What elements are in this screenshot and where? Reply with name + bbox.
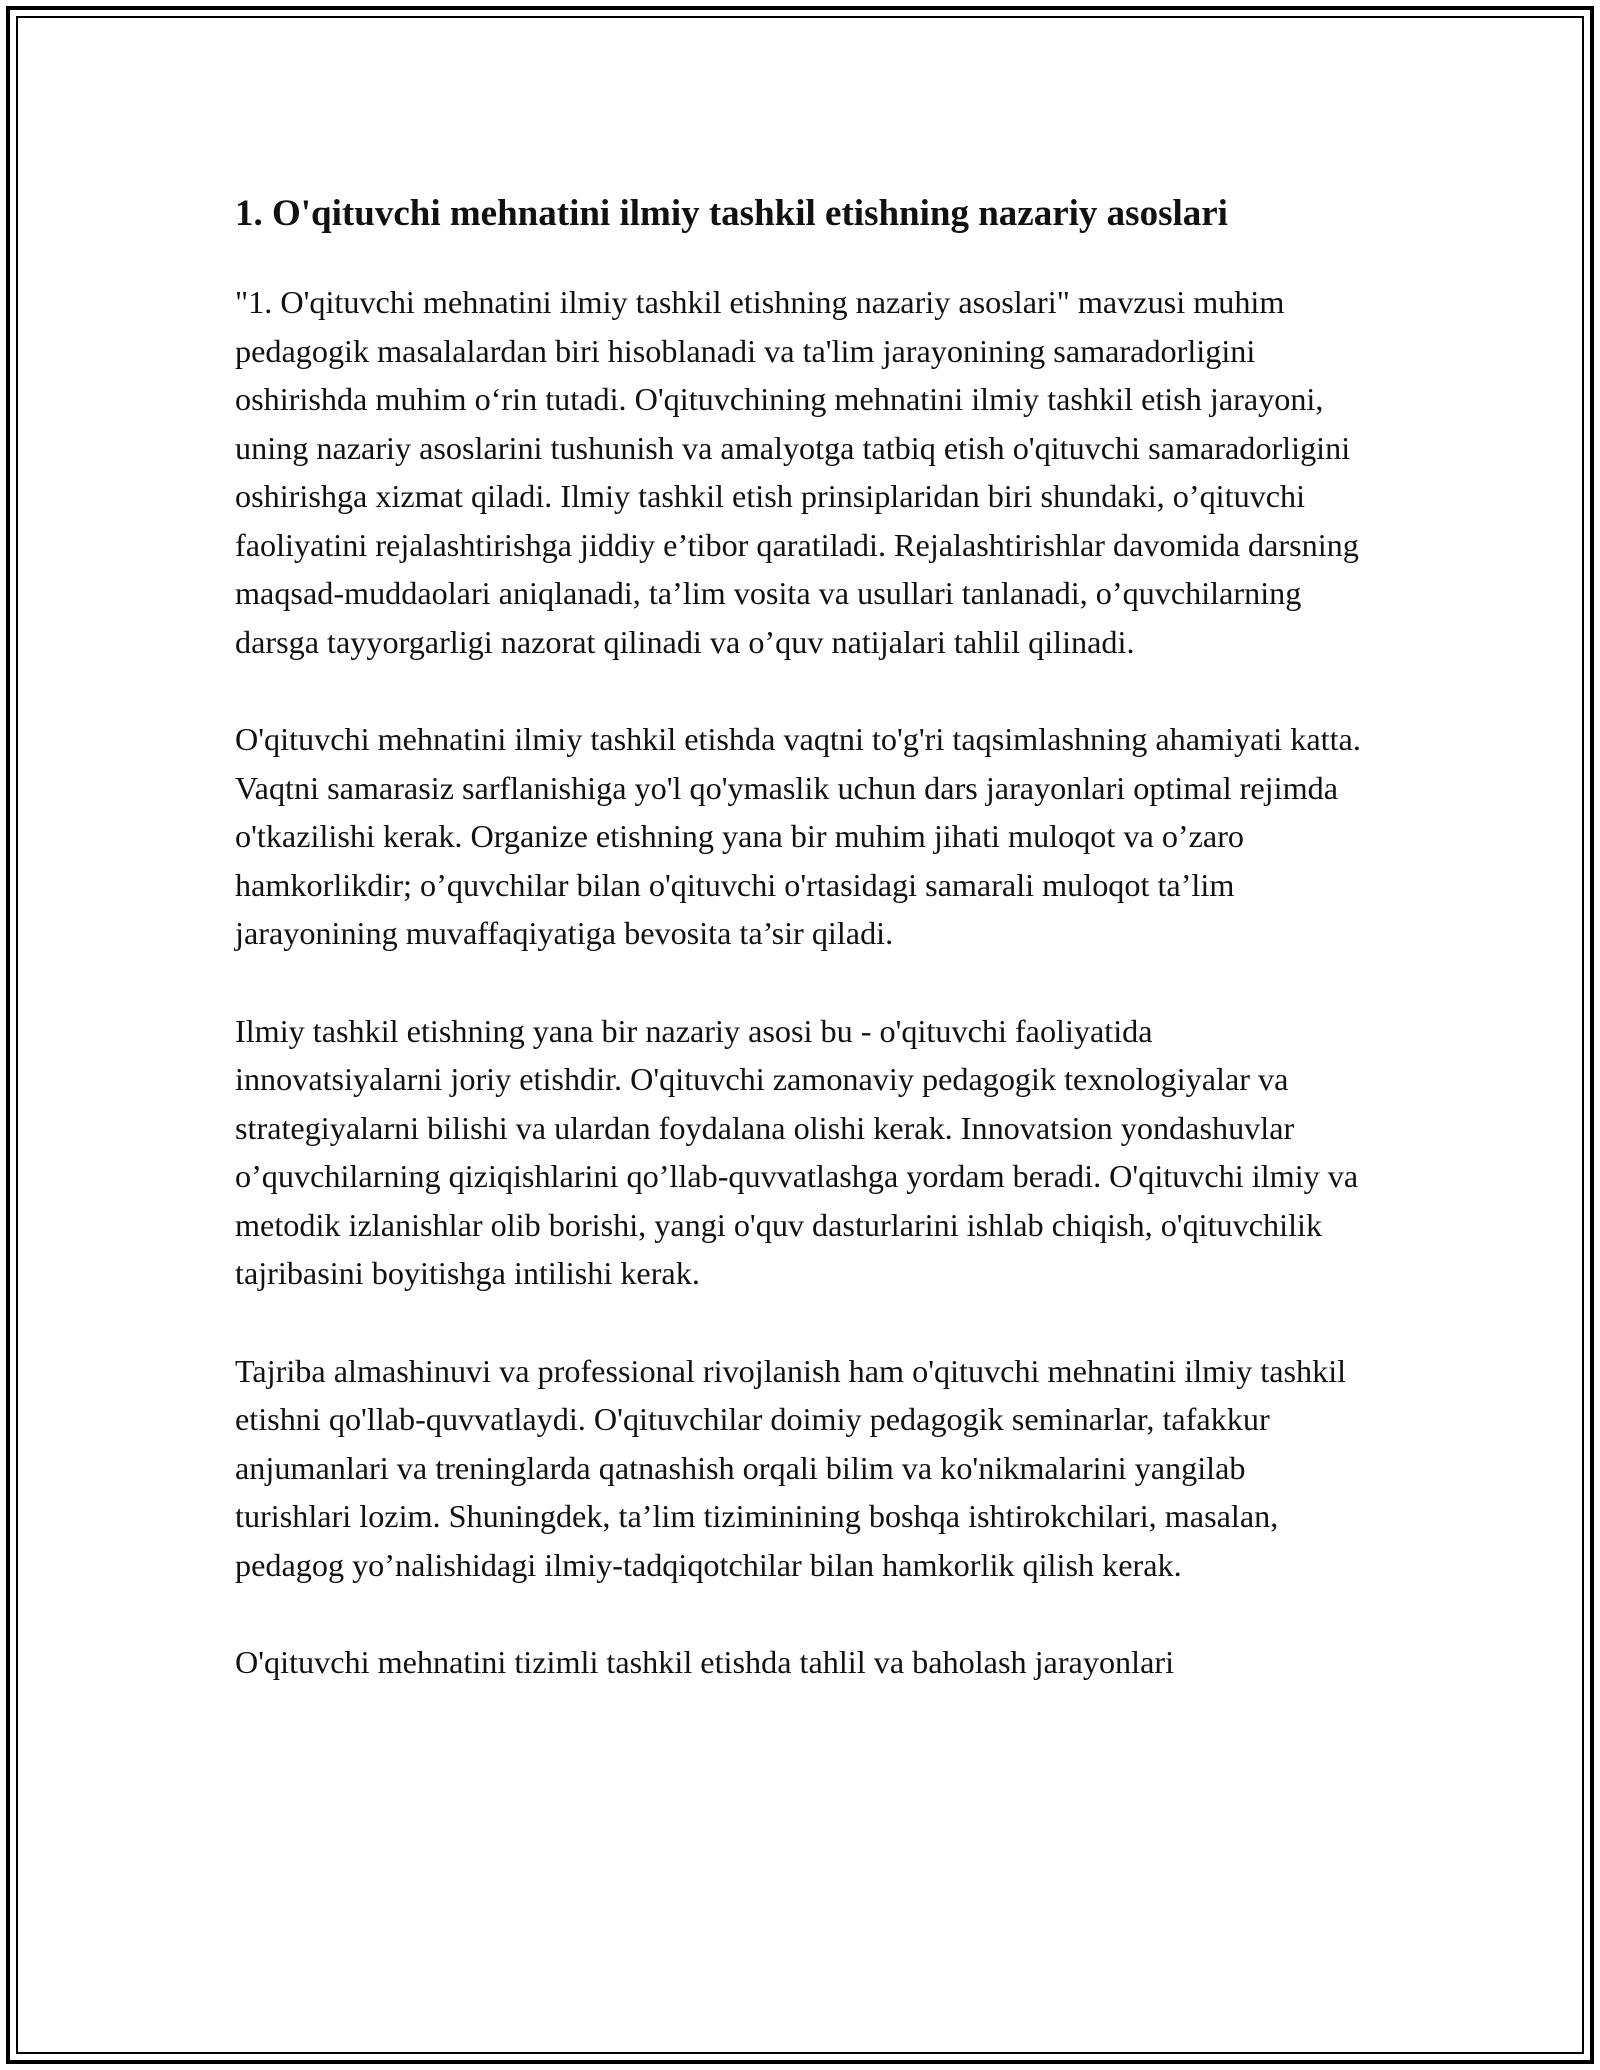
document-title: 1. O'qituvchi mehnatini ilmiy tashkil etishning nazariy asoslari (235, 193, 1228, 234)
paragraph-2: O'qituvchi mehnatini ilmiy tashkil etishda vaqtni to'g'ri taqsimlashning ahamiyati katta. Vaqtni samarasiz sarflanishiga yo'l qo'ymaslik uchun dars jarayonlari optimal rejimda o'tkazilishi kerak. Organize etishning yana bir muhim jihati muloqot va o’zaro hamkorlikdir; o’quvchilar bilan o'qituvchi o'rtasidagi samarali muloqot ta’lim jarayonining muvaffaqiyatiga bevosita ta’sir qiladi. (235, 721, 1361, 951)
paragraph-5: O'qituvchi mehnatini tizimli tashkil etishda tahlil va baholash jarayonlari (235, 1644, 1175, 1680)
paragraph-1: "1. O'qituvchi mehnatini ilmiy tashkil etishning nazariy asoslari" mavzusi muhim pedagogik masalalardan biri hisoblanadi va ta'lim jarayonining samaradorligini oshirishda muhim o‘rin tutadi. O'qituvchining mehnatini ilmiy tashkil etish jarayoni, uning nazariy asoslarini tushunish va amalyotga tatbiq etish o'qituvchi samaradorligini oshirishga xizmat qiladi. Ilmiy tashkil etish prinsiplaridan biri shundaki, o’qituvchi faoliyatini rejalashtirishga jiddiy e’tibor qaratiladi. Rejalashtirishlar davomida darsning maqsad-muddaolari aniqlanadi, ta’lim vosita va usullari tanlanadi, o’quvchilarning darsga tayyorgarligi nazorat qilinadi va o’quv natijalari tahlil qilinadi. (235, 284, 1359, 660)
paragraph-4: Tajriba almashinuvi va professional rivojlanish ham o'qituvchi mehnatini ilmiy tashkil etishni qo'llab-quvvatlaydi. O'qituvchilar doimiy pedagogik seminarlar, tafakkur anjumanlari va treninglarda qatnashish orqali bilim va ko'nikmalarini yangilab turishlari lozim. Shuningdek, ta’lim tiziminining boshqa ishtirokchilari, masalan, pedagog yo’nalishidagi ilmiy-tadqiqotchilar bilan hamkorlik qilish kerak. (235, 1352, 1347, 1583)
paragraph-3: Ilmiy tashkil etishning yana bir nazariy asosi bu - o'qituvchi faoliyatida innovatsiyalarni joriy etishdir. O'qituvchi zamonaviy pedagogik texnologiyalar va strategiyalarni bilishi va ulardan foydalana olishi kerak. Innovatsion yondashuvlar o’quvchilarning qiziqishlarini qo’llab-quvvatlashga yordam beradi. O'qituvchi ilmiy va metodik izlanishlar olib borishi, yangi o'quv dasturlarini ishlab chiqish, o'qituvchilik tajribasini boyitishga intilishi kerak. (235, 1012, 1359, 1291)
document-body (235, 184, 1365, 1736)
